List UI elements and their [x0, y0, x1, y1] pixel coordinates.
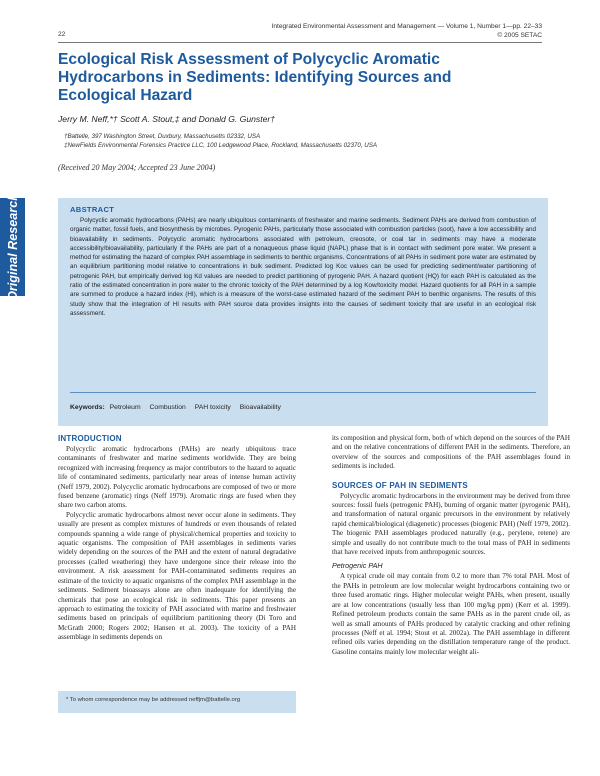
abstract-text: Polycyclic aromatic hydrocarbons (PAHs) are nearly ubiquitous contaminants of freshwater and marine sediments. Sediment PAHs are derived from combustion of organic matter, fossil fuels, and biosynthesis by microbes. Pyrogenic PAHs, particularly those associated with combustion particles (soot), have a low accessibility and bioavailability in sediments. Polycyclic aromatic hydrocarbons associated with petroleum, creosote, or coal tar in sediments may have a moderate accessibility/bioavailability, particularly if the PAHs are part of a nonaqueous phase liquid (NAPL) phase that is in contact with sediment pore water. We present a method for estimating the hazard of complex PAH assemblage in sediments to benthic organisms. Concentrations of all PAHs in sediment pore water are estimated by an equilibrium partitioning model relative to concentrations in bulk sediment. Predicted log Koc values can be used for predicting sediment/water partitioning of petrogenic PAH, but empirically derived log Kd values are needed to predict partitioning of pyrogenic PAH. A hazard quotient (HQ) for each PAH is calculated as the ratio of the estimated concentration in pore water to the chronic toxicity of the PAH determined by a log Kow/toxicity model. Hazard quotients for all PAH in a sample are summed to produce a hazard index (HI), which is a measure of the worst-case estimated hazard of the sediment PAH to benthic organisms. The results of this study show that the integration of HI results with PAH source data provides insights into the causes of sediment toxicity that are useful in an ecological risk assessment.: [70, 217, 536, 317]
section-side-tab: [0, 193, 25, 301]
abstract-heading: ABSTRACT: [70, 205, 115, 214]
sources-heading: SOURCES OF PAH IN SEDIMENTS: [332, 480, 468, 490]
keyword: Petroleum: [109, 404, 141, 411]
article-title: Ecological Risk Assessment of Polycyclic Aromatic Hydrocarbons in Sediments: Identifying Sources and Ecological Hazard: [58, 51, 452, 104]
sources-paragraph: Polycyclic aromatic hydrocarbons in the environment may be derived from three sources: fossil fuels (petrogenic PAH), burning of organic matter (pyrogenic PAH), and transformation of natural organic precursors in the environment by relatively rapid chemical/biological (diagenetic) processes (biogenic PAH) (Neff 1979, 2002). The biogenic PAH assemblages produced naturally (e.g., perylene, retene) are simple and usually do not contribute much to the total mass of PAH in sediments that have received inputs from anthropogenic sources.: [332, 491, 570, 557]
running-header: [272, 22, 543, 40]
affiliation-2: ‡NewFields Environmental Forensics Practice LLC, 100 Ledgewood Place, Rockland, Massachusetts 02370, USA: [64, 142, 377, 149]
introduction-heading: INTRODUCTION: [58, 434, 122, 443]
page-number: 22: [58, 31, 66, 38]
keywords-label: Keywords:: [70, 404, 105, 411]
correspondence-footnote: * To whom correspondence may be addressed neffjm@battelle.org: [58, 691, 296, 713]
keywords-line: [70, 404, 288, 411]
right-column: [332, 434, 570, 657]
author-line: Jerry M. Neff,*† Scott A. Stout,‡ and Donald G. Gunster†: [58, 114, 276, 124]
petrogenic-paragraph: A typical crude oil may contain from 0.2 to more than 7% total PAH. Most of the PAHs in petroleum are low molecular weight hydrocarbons containing two or three fused aromatic rings. Higher molecular weight PAHs, when present, usually are at low concentrations (usually less than 100 mg/kg ppm) (Kerr et al. 1999). Refined petroleum products contain the same PAHs as in the parent crude oil, as well as small amounts of PAHs produced by catalytic cracking and other refining processes (Neff et al. 1994; Stout et al. 2002a). The PAH assemblage in different refined oils varies depending on the distillation temperature range of the product. Gasoline contains mainly low molecular weight ali-: [332, 572, 570, 656]
keyword: Combustion: [149, 404, 186, 411]
abstract-box: [58, 198, 548, 426]
header-rule: [58, 42, 542, 43]
left-column: [58, 434, 296, 643]
affiliation-1: †Battelle, 397 Washington Street, Duxbury, Massachusetts 02332, USA: [64, 133, 261, 140]
side-tab-label: Original Research: [5, 193, 20, 301]
journal-line: Integrated Environmental Assessment and Management — Volume 1, Number 1—pp. 22–33: [271, 23, 542, 30]
keyword: PAH toxicity: [194, 404, 231, 411]
copyright-line: © 2005 SETAC: [497, 32, 542, 39]
abstract-divider: [70, 392, 536, 393]
continued-paragraph: its composition and physical form, both of which depend on the sources of the PAH and on the relative concentrations of different PAH in the sediments. Therefore, an overview of the sources and compositions of the PAH assemblages found in sediments is included.: [332, 434, 570, 471]
keyword: Bioavailability: [239, 404, 281, 411]
petrogenic-subheading: Petrogenic PAH: [332, 561, 383, 571]
introduction-paragraph: Polycyclic aromatic hydrocarbons (PAHs) are nearly ubiquitous trace contaminants of freshwater and marine sediments worldwide. They are being recognized with increasing frequency as major contributors to the hazard to aquatic life of contaminated sediments, particularly near areas of intense human activity (Neff 1979, 2002). Polycyclic aromatic hydrocarbons are composed of two or more fused benzene (aromatic) rings (Neff 1979). Aromatic rings are fused when they share two carbon atoms.: [58, 445, 296, 510]
received-dates: (Received 20 May 2004; Accepted 23 June 2004): [58, 163, 216, 172]
introduction-paragraph: Polycyclic aromatic hydrocarbons almost never occur alone in sediments. They usually are present as complex mixtures of hundreds or even thousands of related compounds spanning a wide range of physical/chemical properties and toxicity to aquatic organisms. The composition of PAH assemblages in sediments varies widely depending on the sources of the PAH and the extent of natural degradative processes (called weathering) they have undergone since their release into the environment. A risk assessment for PAH-contaminated sediments requires an estimate of the toxicity to aquatic organisms of the complex PAH assemblage in the sediments. Sediment bioassays alone are often inadequate for identifying the chemicals that pose an ecological risk in sediments. This paper presents an approach to estimating the toxicity of PAH associated with marine and freshwater sediments based on principals of equilibrium partitioning theory (Di Toro and McGrath 2000; Rogers 2002; Hansen et al. 2003). The toxicity of a PAH assemblage in sediments depends on: [58, 510, 296, 642]
